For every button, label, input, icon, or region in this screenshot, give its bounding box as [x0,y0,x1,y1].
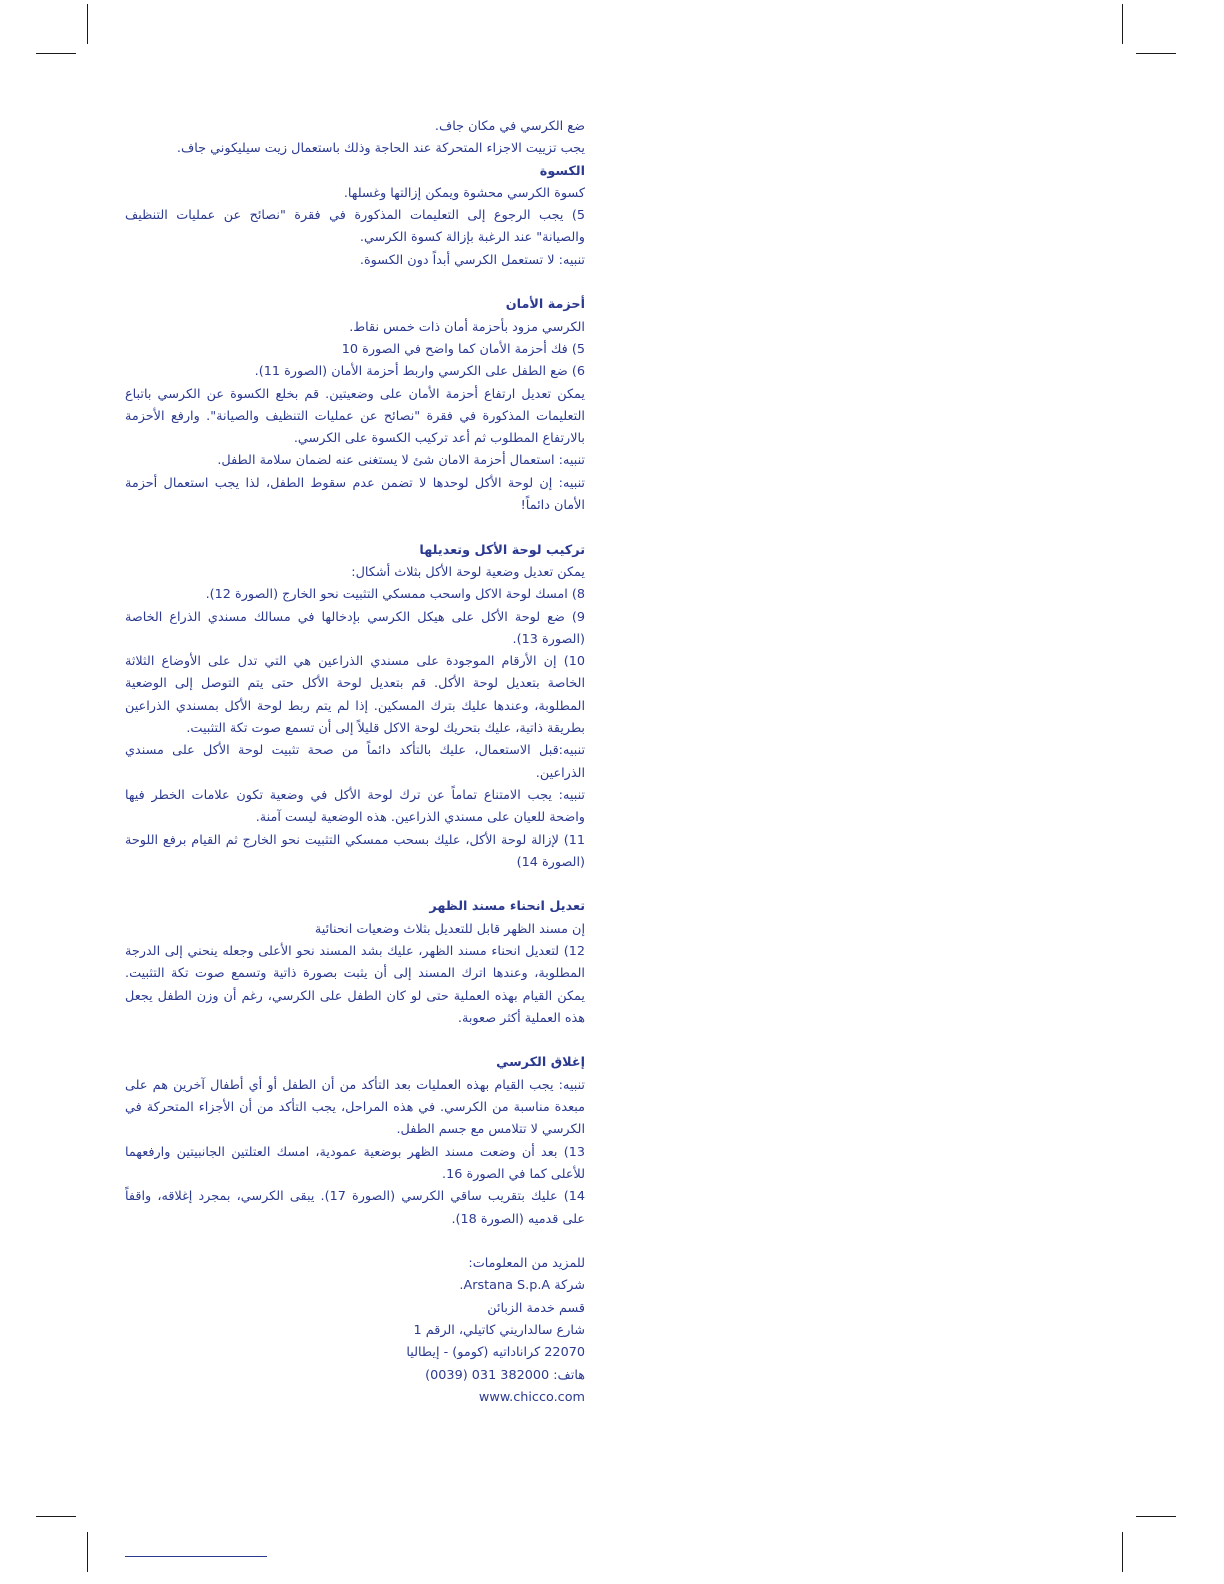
paragraph: يمكن تعديل وضعية لوحة الأكل بثلاث أشكال: [351,564,585,580]
contact-section [125,1253,585,1409]
text-column [125,116,585,1409]
warning-paragraph: تنبيه: يجب القيام بهذه العمليات بعد التأكد من أن الطفل أو أي أطفال آخرين هم على مبعدة مناسبة من الكرسي. في هذه المراحل، يجب التأكد من أن الأجزاء المتحركة في الكرسي لا تتلامس مع جسم الطفل. [125,1077,585,1138]
crop-mark [1136,53,1176,54]
paragraph: كسوة الكرسي محشوة ويمكن إزالتها وغسلها. [343,185,585,201]
section-heading: إغلاق الكرسي [496,1055,585,1071]
warning-paragraph: تنبيه: استعمال أحزمة الامان شئ لا يستغنى عنه لضمان سلامة الطفل. [217,453,585,469]
spacer [125,874,585,896]
city-address: 22070 كراناداتيه (كومو) - إيطاليا [406,1345,585,1361]
crop-mark [1122,4,1123,44]
paragraph: 6) ضع الطفل على الكرسي واربط أحزمة الأمان (الصورة 11). [254,364,585,380]
paragraph: يمكن تعديل ارتفاع أحزمة الأمان على وضعيتين. قم بخلع الكسوة عن الكرسي باتباع التعليمات المذكورة في فقرة "نصائح عن عمليات التنظيف والصيانة". وارفع الأحزمة بالارتفاع المطلوب ثم أعد تركيب الكسوة على الكرسي. [125,386,585,447]
warning-paragraph: تنبيه:قبل الاستعمال، عليك بالتأكد دائماً من صحة تثبيت لوحة الأكل على مسندي الذراعين. [125,743,585,781]
paragraph: 5) يجب الرجوع إلى التعليمات المذكورة في فقرة "نصائح عن عمليات التنظيف والصيانة" عند الرغبة بإزالة كسوة الكرسي. [125,208,585,246]
paragraph: ضع الكرسي في مكان جاف. [434,119,585,134]
warning-paragraph: تنبيه: إن لوحة الأكل لوحدها لا تضمن عدم سقوط الطفل، لذا يجب استعمال أحزمة الأمان دائماً! [125,475,585,514]
belt-section [125,294,585,517]
paragraph: 14) عليك بتقريب ساقي الكرسي (الصورة 17). يبقى الكرسي، بمجرد إغلاقه، واقفاً على قدميه (الصورة 18). [125,1189,585,1227]
website-link[interactable]: www.chicco.com [478,1389,585,1405]
department: قسم خدمة الزبائن [487,1300,585,1316]
paragraph: إن مسند الظهر قابل للتعديل بثلاث وضعيات انحنائية [314,921,585,937]
backrest-section [125,896,585,1030]
phone-number: هاتف: 382000 031 (0039) [425,1367,585,1383]
section-heading: تركيب لوحة الأكل وتعديلها [419,542,585,558]
paragraph: 13) بعد أن وضعت مسند الظهر بوضعية عمودية، امسك العتلتين الجانبيتين وارفعهما للأعلى كما في الصورة 16. [125,1144,585,1182]
paragraph: 8) امسك لوحة الاكل واسحب ممسكي التثبيت نحو الخارج (الصورة 12). [205,587,585,603]
section-heading: الكسوة [539,163,585,179]
spacer [125,272,585,294]
closing-section [125,1052,585,1230]
tray-section [125,540,585,874]
cover-section [125,161,585,272]
spacer [125,517,585,539]
warning-paragraph: تنبيه: يجب الامتناع تماماً عن ترك لوحة الأكل في وضعية تكون علامات الخطر فيها واضحة للعيان على مسندي الذراعين. هذه الوضعية ليست آمنة. [125,787,585,826]
paragraph: يجب تزييت الاجزاء المتحركة عند الحاجة وذلك باستعمال زيت سيليكوني جاف. [176,141,585,157]
spacer [125,1030,585,1052]
section-heading: أحزمة الأمان [505,297,585,313]
paragraph: 5) فك أحزمة الأمان كما واضح في الصورة 10 [341,341,585,357]
paragraph: الكرسي مزود بأحزمة أمان ذات خمس نقاط. [349,319,585,335]
paragraph: 9) ضع لوحة الأكل على هيكل الكرسي بإدخالها في مسالك مسندي الذراع الخاصة (الصورة 13). [125,609,585,647]
crop-mark [87,4,88,44]
footnote-rule [125,1556,267,1557]
crop-mark [1122,1532,1123,1572]
crop-mark [36,53,76,54]
paragraph: 11) لإزالة لوحة الأكل، عليك بسحب ممسكي التثبيت نحو الخارج ثم القيام برفع اللوحة (الصورة 14) [125,832,585,870]
contact-heading: للمزيد من المعلومات: [468,1256,585,1272]
company-name: شركة Arstana S.p.A. [459,1278,585,1294]
paragraph: 10) إن الأرقام الموجودة على مسندي الذراعين هي التي تدل على الأوضاع الثلاثة الخاصة بتعديل لوحة الأكل. قم بتعديل لوحة الأكل حتى يتم التوصل إلى الوضعية المطلوبة، وعندها عليك بترك المسكين. إذا لم يتم ربط لوحة الأكل بمسندي الذراعين بطريقة ذاتية، عليك بتحريك لوحة الاكل قليلاً إلى أن تسمع صوت تكة التثبيت. [125,654,585,737]
crop-mark [87,1532,88,1572]
warning-paragraph: تنبيه: لا تستعمل الكرسي أبداً دون الكسوة. [359,252,585,268]
crop-mark [1136,1516,1176,1517]
care-section [125,116,585,161]
paragraph: 12) لتعديل انحناء مسند الظهر، عليك بشد المسند نحو الأعلى وجعله ينحني إلى الدرجة المطلوبة، وعندها اترك المسند إلى أن يثبت بصورة ذاتية وتسمع صوت تكة التثبيت. يمكن القيام بهذه العملية حتى لو كان الطفل على الكرسي، رغم أن وزن الطفل يجعل هذه العملية أكثر صعوبة. [125,943,585,1026]
street-address: شارع سالداريني كاتيلي، الرقم 1 [413,1323,585,1339]
spacer [125,1231,585,1253]
section-heading: تعديل انحناء مسند الظهر [429,899,585,915]
crop-mark [36,1516,76,1517]
